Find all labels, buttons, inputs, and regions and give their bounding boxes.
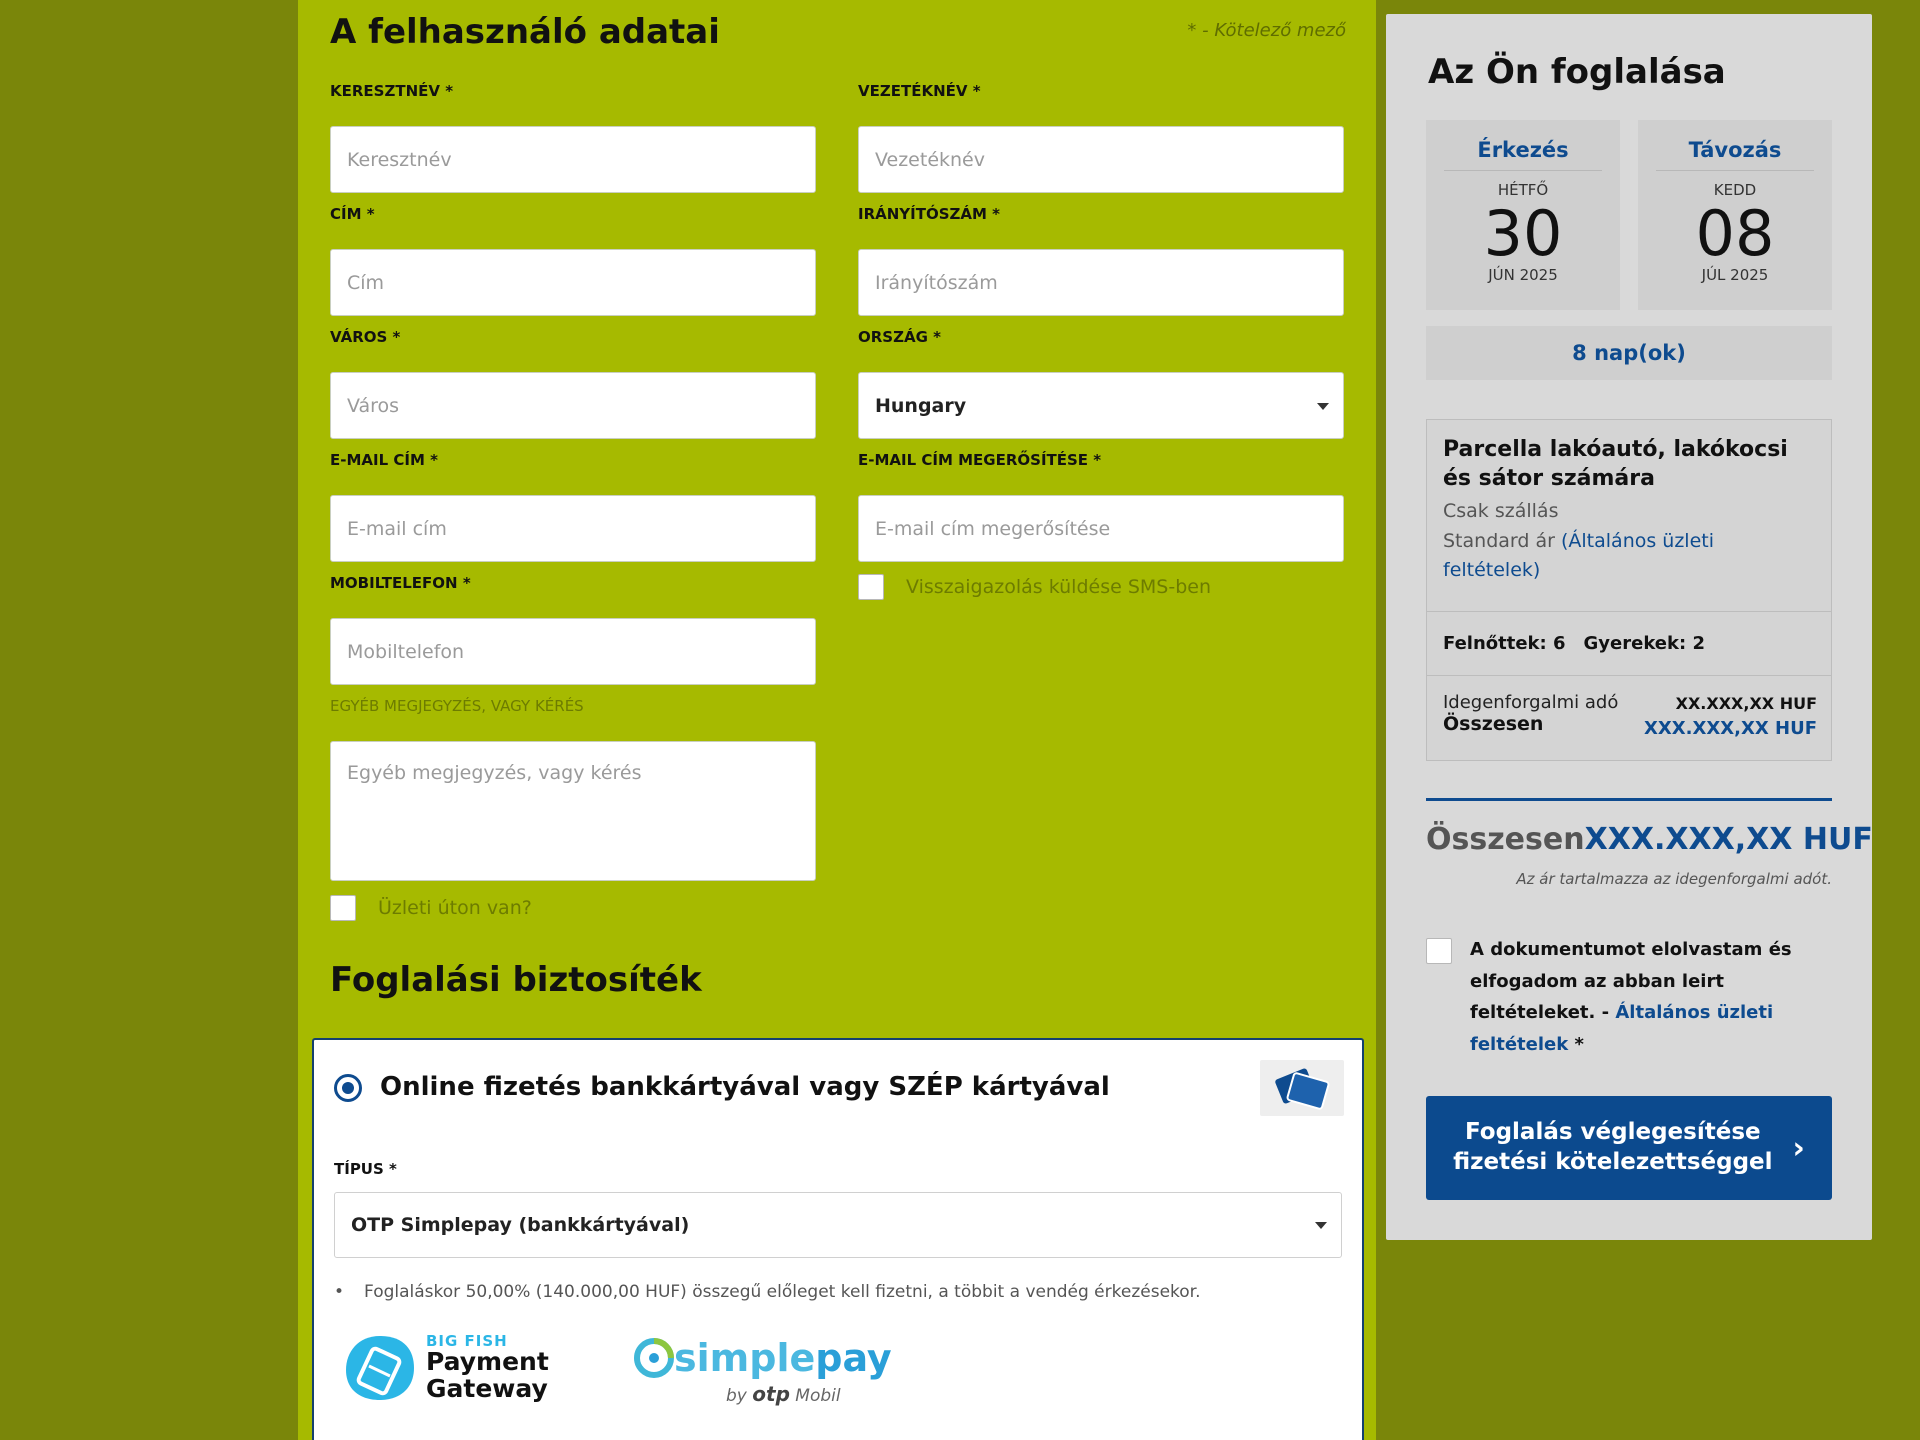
- otp-mobil: Mobil: [795, 1386, 841, 1406]
- adults-count: Felnőttek: 6: [1443, 633, 1566, 654]
- zip-label: IRÁNYÍTÓSZÁM *: [858, 205, 1001, 223]
- bigfish-line1: Payment: [426, 1347, 549, 1377]
- subtotal-value: XXX.XXX,XX HUF: [1644, 718, 1817, 739]
- chevron-right-icon: ›: [1792, 1130, 1805, 1166]
- note-group: [330, 697, 816, 881]
- simplepay-icon: [634, 1338, 674, 1378]
- email-confirm-label: E-MAIL CÍM MEGERŐSÍTÉSE *: [858, 451, 1102, 469]
- payment-type-label: TÍPUS *: [334, 1160, 397, 1178]
- terms-link[interactable]: Általános üzleti feltételek: [1470, 1002, 1774, 1055]
- total-row: [1426, 822, 1873, 857]
- chevron-down-icon: [1315, 1222, 1327, 1229]
- terms-checkbox[interactable]: [1426, 938, 1452, 964]
- tourist-tax-label: Idegenforgalmi adó: [1443, 692, 1619, 713]
- sms-confirmation-checkbox[interactable]: [858, 574, 884, 600]
- simplepay-by: by: [726, 1386, 747, 1406]
- online-payment-title[interactable]: Online fizetés bankkártyával vagy SZÉP kártyával: [380, 1072, 1110, 1102]
- email-label: E-MAIL CÍM *: [330, 451, 438, 469]
- sms-confirmation-label: Visszaigazolás küldése SMS-ben: [906, 576, 1211, 598]
- bigfish-card-icon: [344, 1332, 416, 1404]
- address-label: CÍM *: [330, 205, 375, 223]
- arrival-heading: Érkezés: [1444, 138, 1602, 171]
- business-trip-row[interactable]: [330, 895, 532, 921]
- business-trip-label: Üzleti úton van?: [378, 897, 532, 919]
- guests-row: [1427, 612, 1831, 676]
- lastname-label: VEZETÉKNÉV *: [858, 82, 981, 100]
- departure-month: JÚL 2025: [1701, 266, 1769, 285]
- credit-card-icon: [1260, 1060, 1344, 1116]
- country-label: ORSZÁG *: [858, 328, 941, 346]
- departure-weekday: KEDD: [1713, 181, 1757, 199]
- bigfish-line2: Gateway: [426, 1373, 548, 1403]
- firstname-input[interactable]: [330, 126, 816, 193]
- mobile-group: [330, 574, 816, 685]
- item-name: Parcella lakóautó, lakókocsi és sátor számára: [1443, 437, 1788, 491]
- email-confirm-group: [858, 451, 1344, 562]
- payment-option-box: [312, 1038, 1364, 1440]
- tax-included-note: Az ár tartalmazza az idegenforgalmi adót.: [1516, 870, 1832, 888]
- total-label: Összesen: [1426, 822, 1585, 857]
- email-input[interactable]: [330, 495, 816, 562]
- user-details-panel: [298, 0, 1376, 1440]
- online-payment-radio[interactable]: [334, 1074, 362, 1102]
- chevron-down-icon: [1317, 403, 1329, 410]
- sms-confirmation-row[interactable]: [858, 574, 1211, 600]
- otp-brand: otp: [752, 1382, 790, 1406]
- total-value: XXX.XXX,XX HUF: [1584, 822, 1873, 857]
- country-select-value: Hungary: [875, 394, 967, 417]
- rate-terms-link[interactable]: (Általános üzleti feltételek): [1443, 529, 1715, 582]
- mobile-input[interactable]: [330, 618, 816, 685]
- address-input[interactable]: [330, 249, 816, 316]
- business-trip-checkbox[interactable]: [330, 895, 356, 921]
- lastname-input[interactable]: [858, 126, 1344, 193]
- departure-card: [1638, 120, 1832, 310]
- country-select[interactable]: [858, 372, 1344, 439]
- mobile-label: MOBILTELEFON *: [330, 574, 471, 592]
- subtotal-label: Összesen: [1443, 713, 1544, 735]
- zip-input[interactable]: [858, 249, 1344, 316]
- note-label: EGYÉB MEGJEGYZÉS, VAGY KÉRÉS: [330, 697, 584, 715]
- country-group: [858, 328, 1344, 439]
- tax-row: [1427, 676, 1831, 760]
- terms-row: [1426, 934, 1832, 1060]
- nights-count: 8 nap(ok): [1426, 326, 1832, 380]
- children-count: Gyerekek: 2: [1583, 633, 1705, 654]
- confirm-button-line1: Foglalás véglegesítése: [1465, 1119, 1761, 1146]
- deposit-note: • Foglaláskor 50,00% (140.000,00 HUF) összegű előleget kell fizetni, a többit a vendég érkezésekor.: [334, 1282, 1201, 1302]
- deposit-section-title: Foglalási biztosíték: [330, 960, 702, 1000]
- terms-text: A dokumentumot elolvastam és elfogadom az abban leirt feltételeket. -: [1470, 939, 1792, 1023]
- email-group: [330, 451, 816, 562]
- simplepay-word-simple: simple: [674, 1336, 816, 1380]
- city-input[interactable]: [330, 372, 816, 439]
- city-label: VÁROS *: [330, 328, 401, 346]
- firstname-label: KERESZTNÉV *: [330, 82, 454, 100]
- arrival-card: [1426, 120, 1620, 310]
- payment-type-select[interactable]: [334, 1192, 1342, 1258]
- email-confirm-input[interactable]: [858, 495, 1344, 562]
- booking-summary-panel: [1386, 14, 1872, 1240]
- firstname-group: [330, 82, 816, 193]
- arrival-weekday: HÉTFŐ: [1497, 181, 1549, 199]
- bigfish-logo: [344, 1332, 549, 1404]
- terms-required-star: *: [1574, 1033, 1584, 1055]
- rate-name: Standard ár: [1443, 529, 1555, 552]
- zip-group: [858, 205, 1344, 316]
- address-group: [330, 205, 816, 316]
- tourist-tax-value: XX.XXX,XX HUF: [1675, 694, 1817, 713]
- arrival-month: JÚN 2025: [1488, 266, 1558, 285]
- confirm-button-line2: fizetési kötelezettséggel: [1453, 1149, 1773, 1175]
- booking-item-card: [1426, 419, 1832, 761]
- arrival-day: 30: [1483, 197, 1563, 270]
- form-title: A felhasználó adatai: [330, 12, 720, 52]
- summary-title: Az Ön foglalása: [1428, 52, 1726, 92]
- note-textarea[interactable]: [330, 741, 816, 881]
- confirm-booking-button[interactable]: [1426, 1096, 1832, 1200]
- item-type: Csak szállás: [1443, 500, 1559, 523]
- departure-day: 08: [1695, 197, 1775, 270]
- departure-heading: Távozás: [1656, 138, 1814, 171]
- simplepay-logo: [634, 1336, 892, 1406]
- bigfish-brand: BIG FISH: [426, 1332, 508, 1351]
- city-group: [330, 328, 816, 439]
- required-field-note: * - Kötelező mező: [1187, 20, 1346, 41]
- total-divider: [1426, 798, 1832, 801]
- payment-type-value: OTP Simplepay (bankkártyával): [351, 1214, 690, 1236]
- lastname-group: [858, 82, 1344, 193]
- simplepay-word-pay: pay: [815, 1336, 892, 1380]
